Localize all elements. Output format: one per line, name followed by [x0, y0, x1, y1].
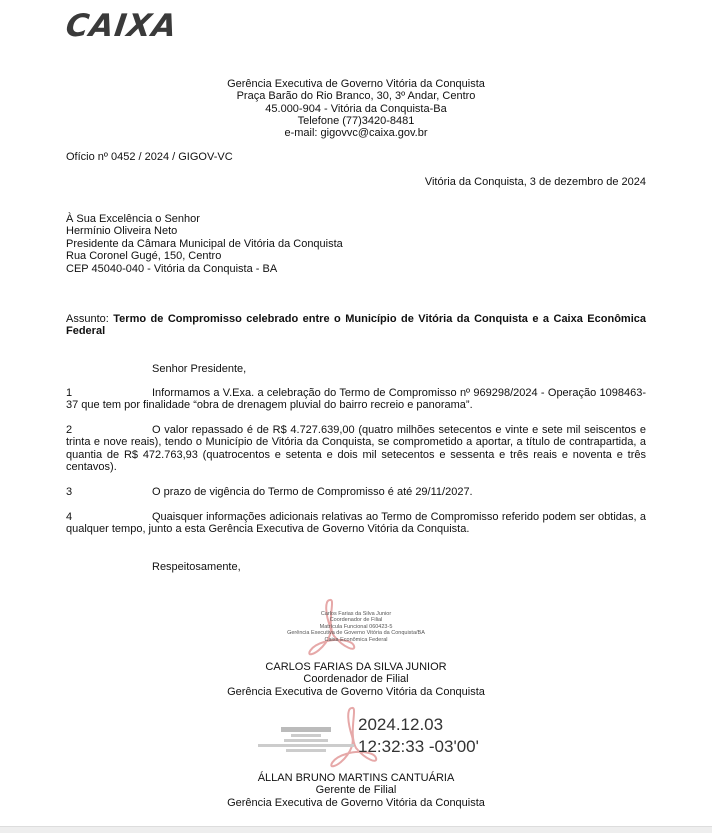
signer-role: Coordenador de Filial [303, 673, 409, 686]
signer-name: ÁLLAN BRUNO MARTINS CANTUÁRIA [257, 772, 455, 784]
reference-number: Ofício nº 0452 / 2024 / GIGOV-VC [66, 151, 233, 163]
addressee-line: À Sua Excelência o Senhor [66, 213, 200, 225]
stamp-blurred-line [291, 734, 321, 737]
letterhead-line: Praça Barão do Rio Branco, 30, 3º Andar, Centro [236, 90, 476, 103]
stamp-date: 2024.12.03 [358, 715, 444, 734]
signer-role: Gerente de Filial [315, 784, 397, 797]
paragraph-text: O prazo de vigência do Termo de Compromisso é até 29/11/2027. [152, 486, 473, 498]
signer-name: CARLOS FARIAS DA SILVA JUNIOR [265, 661, 447, 673]
signature-timestamp [358, 714, 479, 758]
paragraph-2 [66, 424, 646, 474]
letterhead-line: 45.000-904 - Vitória da Conquista-Ba [265, 102, 447, 115]
stamp-blurred-line [284, 739, 328, 742]
signature-1-stamp [220, 611, 492, 643]
signature-2-stamp-text [256, 727, 356, 752]
addressee-line: Presidente da Câmara Municipal de Vitória da Conquista [66, 237, 343, 250]
letter-date: Vitória da Conquista, 3 de dezembro de 2024 [424, 176, 646, 188]
stamp-line: Gerência Executiva de Governo Vitória da Conquista/BA [287, 630, 425, 637]
stamp-line: Coordenador de Filial [329, 617, 383, 624]
paragraph-text: Quaisquer informações adicionais relativas ao Termo de Compromisso referido podem ser obtidas, a qualquer tempo, junto a esta Gerência Executiva de Governo Vitória da Conquista. [66, 511, 646, 536]
subject [66, 313, 646, 338]
paragraph-4 [66, 511, 646, 536]
subject-label: Assunto: [66, 313, 109, 325]
paragraph-number: 2 [66, 424, 73, 436]
stamp-line: Matrícula Funcional 060423-5 [319, 623, 393, 630]
signature-1-block [0, 661, 712, 698]
paragraph-number: 4 [66, 511, 73, 523]
stamp-line: Carlos Farias da Silva Junior [320, 611, 392, 617]
paragraph-1 [66, 387, 646, 412]
addressee-line: Hermínio Oliveira Neto [66, 225, 178, 238]
signer-unit: Gerência Executiva de Governo Vitória da Conquista [227, 685, 485, 698]
stamp-line: Caixa Econômica Federal [324, 636, 388, 643]
salutation: Senhor Presidente, [152, 363, 247, 375]
stamp-blurred-line [281, 727, 331, 732]
paragraph-text: O valor repassado é de R$ 4.727.639,00 (quatro milhões setecentos e vinte e sete mil seiscentos e trinta e nove reais), tendo o Município de Vitória da Conquista, se comprometido a aportar, a título de contrapartida, a quantia de R$ 472.763,93 (quatrocentos e setenta e dois mil setecentos e sessenta e três reais e noventa e três centavos). [66, 424, 646, 474]
closing: Respeitosamente, [152, 561, 241, 573]
paragraph-text: Informamos a V.Exa. a celebração do Termo de Compromisso nº 969298/2024 - Operação 1098463-37 que tem por finalidade “obra de drenagem pluvial do bairro recreio e panorama”. [66, 387, 646, 412]
letterhead-email: e-mail: gigovvc@caixa.gov.br [284, 127, 428, 140]
paragraph-3 [66, 486, 646, 498]
addressee-line: Rua Coronel Gugé, 150, Centro [66, 250, 222, 263]
paragraph-number: 1 [66, 387, 73, 399]
stamp-blurred-line [286, 749, 326, 752]
caixa-logo: CAIXA [63, 8, 180, 44]
stamp-time: 12:32:33 -03'00' [358, 737, 479, 756]
signature-2-block [0, 772, 712, 809]
signer-unit: Gerência Executiva de Governo Vitória da Conquista [227, 796, 485, 809]
letterhead [0, 78, 712, 139]
letterhead-line: Gerência Executiva de Governo Vitória da Conquista [227, 78, 485, 90]
addressee [66, 213, 646, 275]
subject-text: Termo de Compromisso celebrado entre o Município de Vitória da Conquista e a Caixa Econômica Federal [66, 313, 646, 338]
stamp-blurred-line [258, 744, 354, 747]
letterhead-line: Telefone (77)3420-8481 [297, 114, 415, 127]
addressee-line: CEP 45040-040 - Vitória da Conquista - BA [66, 262, 278, 275]
paragraph-number: 3 [66, 486, 73, 498]
